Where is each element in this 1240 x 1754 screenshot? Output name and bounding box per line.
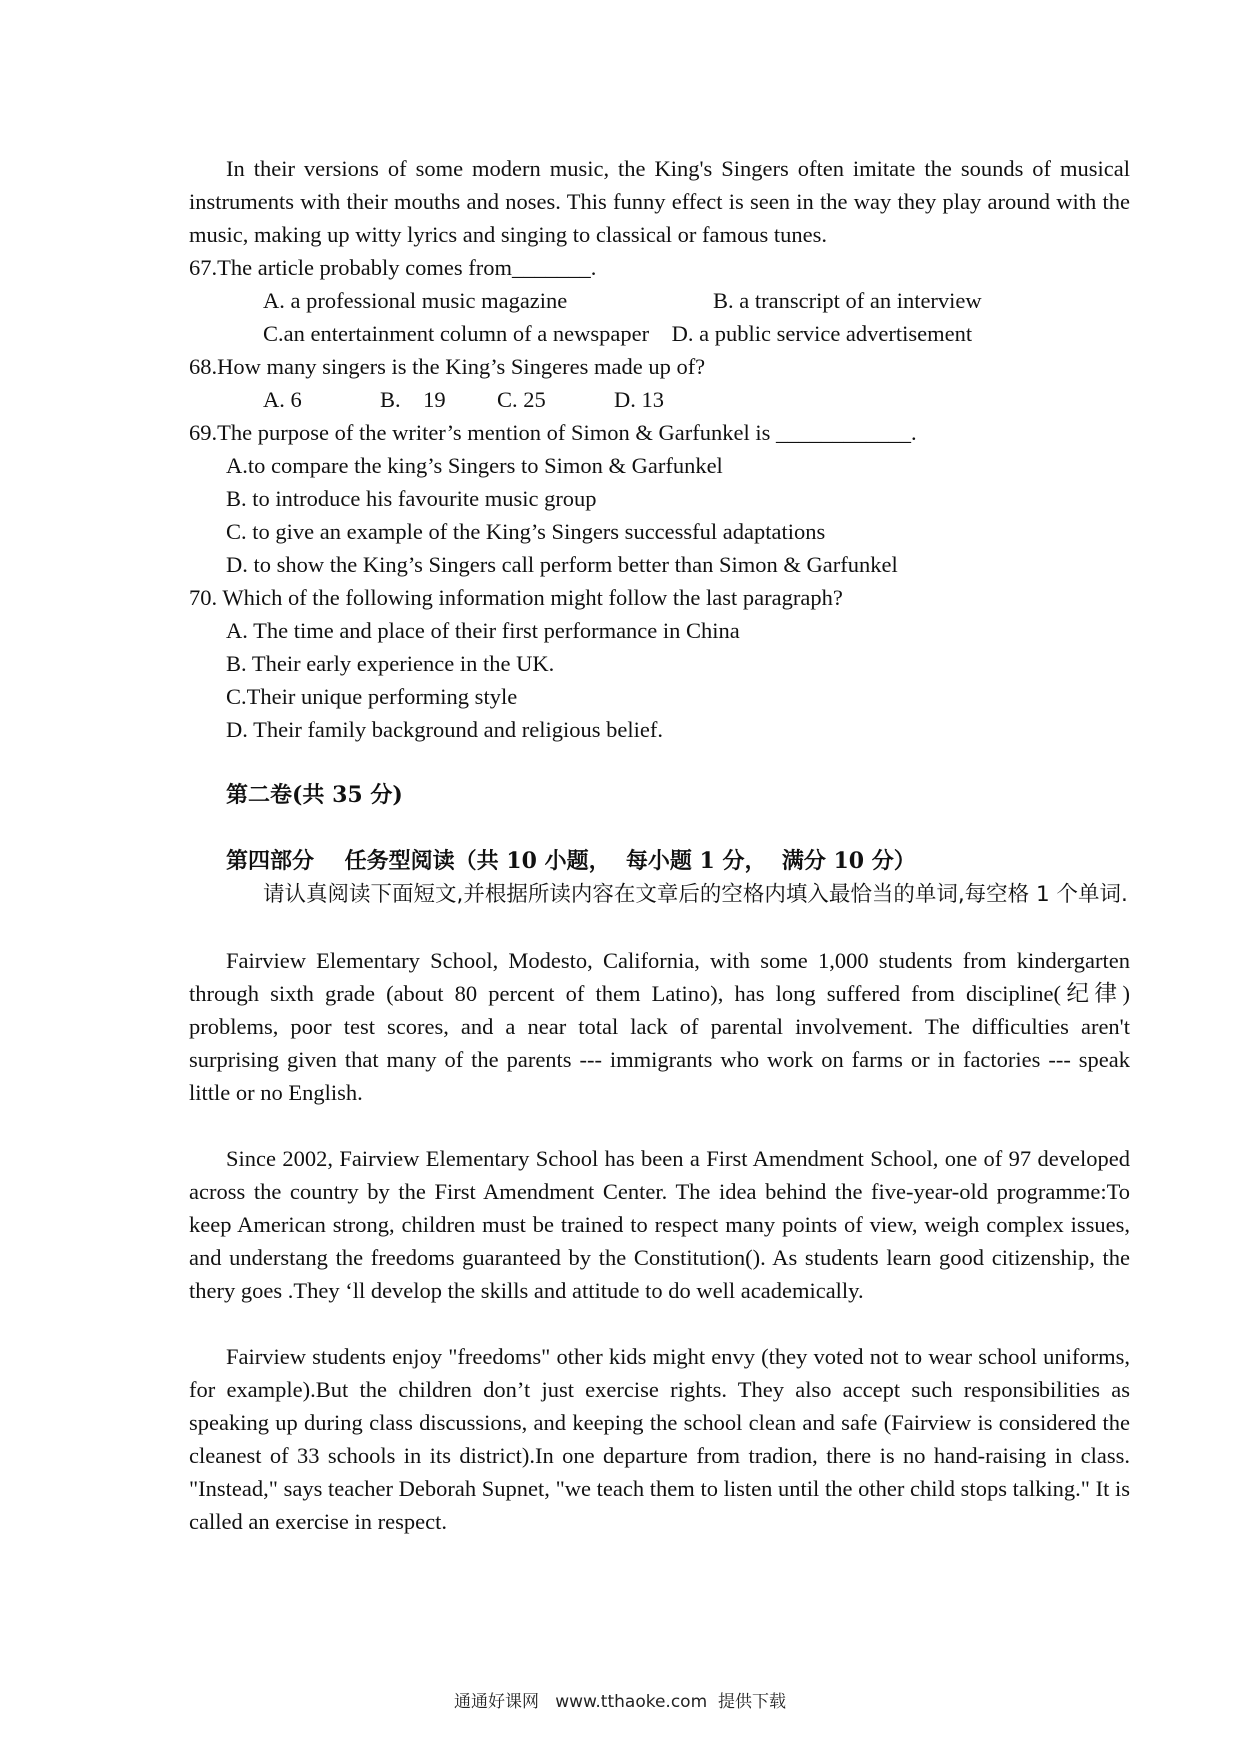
question-69-option-b: B. to introduce his favourite music group (226, 486, 597, 511)
passage-paragraph-3: Fairview students enjoy "freedoms" other kids might envy (they voted not to wear school uniforms, for example).But the children don’t just exercise rights. They also accept such responsibilities as speaking up during class discussions, and keeping the school clean and safe (Fairview is considered the cleanest of 33 schools in its district).In one departure from tradion, there is no hand-raising in class. "Instead," says teacher Deborah Supnet, "we teach them to listen until the other child stops talking." It is called an exercise in respect. (189, 1344, 1130, 1534)
question-70-option-d: D. Their family background and religious belief. (226, 717, 663, 742)
question-67-option-a: A. a professional music magazine (263, 288, 568, 313)
question-68-stem: 68.How many singers is the King’s Singeres made up of? (189, 354, 706, 379)
spacer (189, 1307, 1130, 1340)
intro-paragraph: In their versions of some modern music, the King's Singers often imitate the sounds of musical instruments with their mouths and noses. This funny effect is seen in the way they play around with the music, making up witty lyrics and singing to classical or famous tunes. (189, 156, 1130, 247)
question-67-option-b: B. a transcript of an interview (713, 288, 982, 313)
question-67-stem: 67.The article probably comes from_______. (189, 255, 597, 280)
section-volume-2-heading: 第二卷(共 35 分) (226, 782, 403, 808)
question-67-option-d: D. a public service advertisement (671, 321, 973, 346)
question-68-option-d: D. 13 (614, 387, 664, 412)
spacer (189, 1109, 1130, 1142)
question-68-options (263, 383, 1130, 416)
question-70-option-b: B. Their early experience in the UK. (226, 651, 555, 676)
question-69-option-d: D. to show the King’s Singers call perform better than Simon & Garfunkel (226, 552, 898, 577)
question-69-stem: 69.The purpose of the writer’s mention of Simon & Garfunkel is ____________. (189, 420, 917, 445)
task-instruction: 请认真阅读下面短文,并根据所读内容在文章后的空格内填入最恰当的单词,每空格 1 个单词. (263, 882, 1128, 907)
passage-paragraph-2: Since 2002, Fairview Elementary School has been a First Amendment School, one of 97 developed across the country by the First Amendment Center. The idea behind the five-year-old programme:To keep American strong, children must be trained to respect many points of view, weigh complex issues, and understang the freedoms guaranteed by the Constitution(). As students learn good citizenship, the thery goes .They ‘ll develop the skills and attitude to do well academically. (189, 1146, 1130, 1303)
question-70-option-a: A. The time and place of their first performance in China (226, 618, 740, 643)
content-column (189, 152, 1130, 1538)
page-footer: 通通好课网 www.tthaoke.com 提供下载 (454, 1692, 786, 1712)
question-70-stem: 70. Which of the following information might follow the last paragraph? (189, 585, 843, 610)
spacer (189, 911, 1130, 944)
section-part-4-heading: 第四部分 任务型阅读（共 10 小题， 每小题 1 分， 满分 10 分） (226, 848, 916, 874)
question-68-option-a: A. 6 (263, 387, 302, 412)
question-68-option-b: B. 19 (380, 387, 446, 412)
question-69-option-c: C. to give an example of the King’s Singers successful adaptations (226, 519, 826, 544)
spacer (189, 746, 1130, 779)
question-67-option-c: C.an entertainment column of a newspaper (263, 321, 650, 346)
question-67-options-row1 (263, 284, 1130, 317)
question-70-option-c: C.Their unique performing style (226, 684, 518, 709)
question-68-option-c: C. 25 (497, 387, 546, 412)
spacer (189, 812, 1130, 845)
question-69-option-a: A.to compare the king’s Singers to Simon & Garfunkel (226, 453, 723, 478)
passage-paragraph-1: Fairview Elementary School, Modesto, California, with some 1,000 students from kindergarten through sixth grade (about 80 percent of them Latino), has long suffered from discipline(纪律) problems, poor test scores, and a near total lack of parental involvement. The difficulties aren't surprising given that many of the parents --- immigrants who work on farms or in factories --- speak little or no English. (189, 948, 1130, 1105)
question-67-options-row2 (263, 317, 1130, 350)
